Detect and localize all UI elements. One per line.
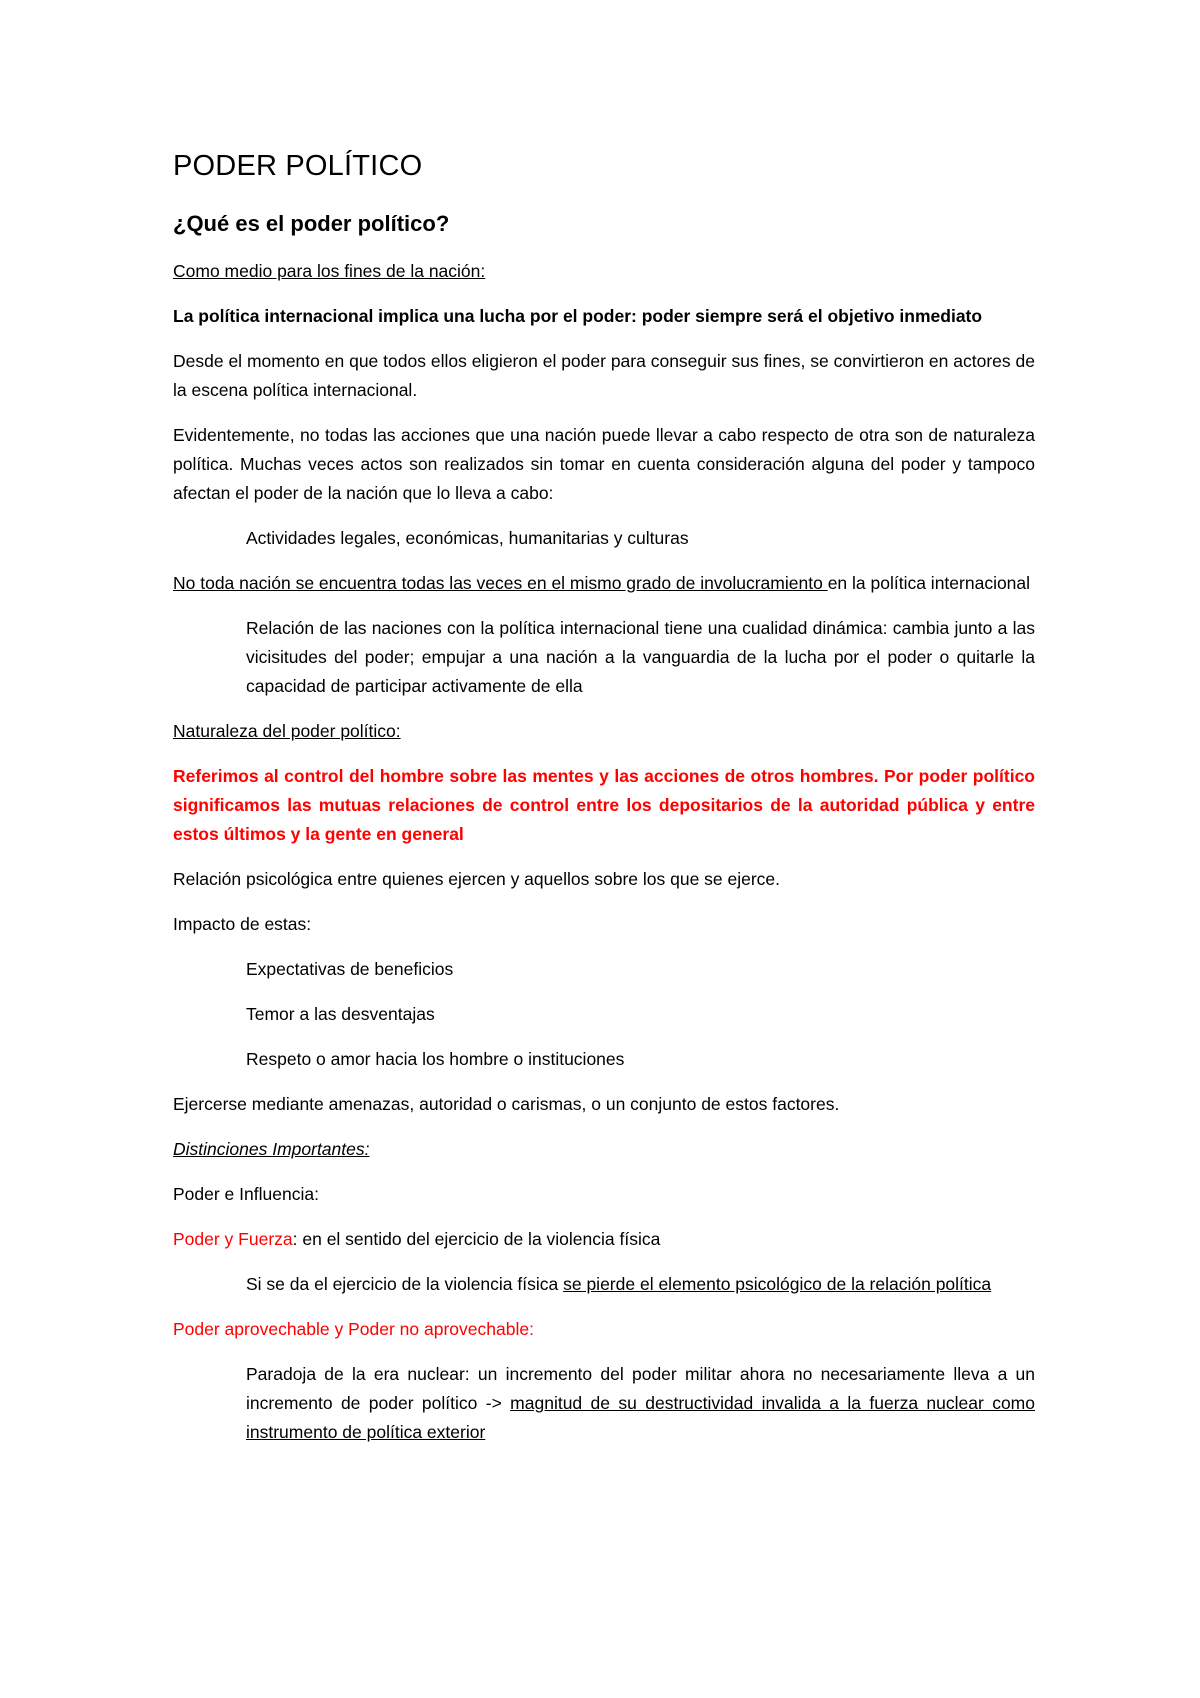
document-page xyxy=(173,146,1035,1463)
indented-dynamic-quality: Relación de las naciones con la política internacional tiene una cualidad dinámica: cambia junto a las vicisitudes del poder; empujar a una nación a la vanguardia de la lucha por el poder o quitarle la capacidad de participar activamente de ella xyxy=(246,618,1035,696)
paragraph-power-influence: Poder e Influencia: xyxy=(173,1184,319,1204)
section-heading-nature xyxy=(173,717,1035,746)
red-label: Poder y Fuerza xyxy=(173,1229,293,1249)
paragraph-struggle-for-power: La política internacional implica una lucha por el poder: poder siempre será el objetivo inmediato xyxy=(173,306,983,326)
indented-nuclear-paradox xyxy=(173,1360,1035,1447)
paragraph-impact: Impacto de estas: xyxy=(173,914,312,934)
paragraph-power-force xyxy=(173,1225,1035,1254)
highlighted-definition: Referimos al control del hombre sobre las mentes y las acciones de otros hombres. Por poder político significamos las mutuas relaciones de control entre los depositarios de la autoridad pública y entre estos últimos y la gente en general xyxy=(173,766,1035,844)
plain-text: Si se da el ejercicio de la violencia física xyxy=(246,1274,564,1294)
section-heading-text: Como medio para los fines de la nación: xyxy=(173,261,486,281)
document-title: PODER POLÍTICO xyxy=(173,150,423,182)
red-heading-usable-power: Poder aprovechable y Poder no aprovechable: xyxy=(173,1319,534,1339)
section-heading-text: Naturaleza del poder político: xyxy=(173,721,401,741)
impact-item: Expectativas de beneficios xyxy=(246,959,454,979)
section-heading-text: Distinciones Importantes: xyxy=(173,1139,370,1159)
document-subtitle: ¿Qué es el poder político? xyxy=(173,211,450,236)
paragraph-non-political-actions: Evidentemente, no todas las acciones que una nación puede llevar a cabo respecto de otra son de naturaleza política. Muchas veces actos son realizados sin tomar en cuenta consideración alguna del poder y tampoco afectan el poder de la nación que lo lleva a cabo: xyxy=(173,425,1035,503)
paragraph-involvement xyxy=(173,569,1035,598)
paragraph-exercise: Ejercerse mediante amenazas, autoridad o carismas, o un conjunto de estos factores. xyxy=(173,1094,840,1114)
underlined-text: se pierde el elemento psicológico de la relación política xyxy=(563,1274,992,1294)
section-heading-distinctions xyxy=(173,1135,1035,1164)
underlined-text: magnitud de su destructividad invalida a la fuerza nuclear como instrumento de política exterior xyxy=(246,1393,1035,1442)
impact-item: Temor a las desventajas xyxy=(246,1004,435,1024)
plain-text: : en el sentido del ejercicio de la violencia física xyxy=(292,1229,661,1249)
impact-item: Respeto o amor hacia los hombre o instituciones xyxy=(246,1049,625,1069)
section-heading-means xyxy=(173,257,1035,286)
indented-violence xyxy=(173,1270,1035,1299)
plain-text: Paradoja de la era nuclear: un incremento del poder militar ahora no necesariamente lleva a un incremento de poder político -> xyxy=(246,1364,1035,1413)
indented-activities: Actividades legales, económicas, humanitarias y culturas xyxy=(246,528,689,548)
paragraph-actors: Desde el momento en que todos ellos eligieron el poder para conseguir sus fines, se convirtieron en actores de la escena política internacional. xyxy=(173,351,1035,400)
underlined-text: No toda nación se encuentra todas las veces en el mismo grado de involucramiento xyxy=(173,573,828,593)
paragraph-psychological-relation: Relación psicológica entre quienes ejercen y aquellos sobre los que se ejerce. xyxy=(173,869,781,889)
plain-text: en la política internacional xyxy=(827,573,1031,593)
